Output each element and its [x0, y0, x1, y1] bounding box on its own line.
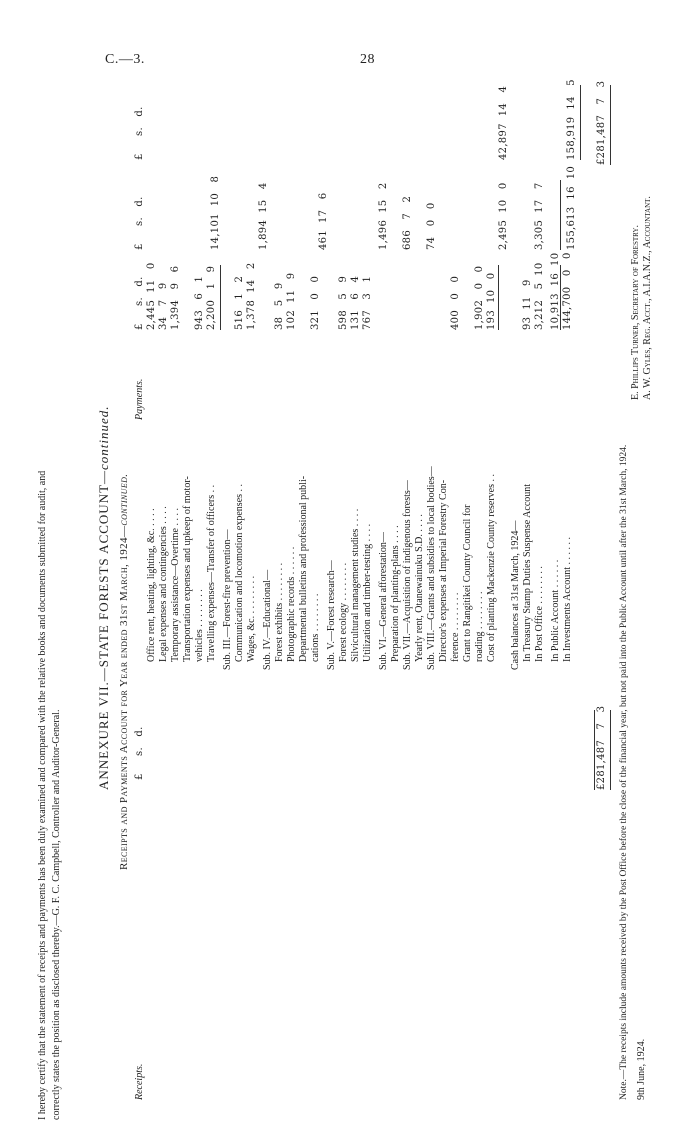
subtitle-text: Receipts and Payments Account for Year ended 31st March, 1924—: [118, 525, 130, 870]
payment-item-label: Sub. IV.—Educational—: [262, 569, 273, 670]
rule-grants: [498, 265, 499, 330]
payment-item-label: Photographic records . . . . . .: [286, 546, 297, 662]
payment-item-label: Sub. V.—Forest research—: [326, 560, 337, 670]
payment-item-amount: 943 6 1: [194, 275, 205, 330]
payment-item-amount: 2,445 11 0: [146, 262, 157, 330]
payment-item-label: In Treasury Stamp Duties Suspense Account: [522, 483, 533, 662]
payment-item-label: Temporary assistance—Overtime . . . .: [170, 508, 181, 662]
subtotal-fire: 1,894 15 4: [258, 182, 269, 250]
payment-item-label: Cost of planting Mackenzie County reserves . .: [486, 473, 497, 662]
signatory-2: A. W. Gyles, Reg. Acct., A.I.A.N.Z., Accountant.: [642, 196, 653, 400]
payment-item-amount: 1,902 0 0: [474, 265, 485, 330]
annexure-title: [98, 405, 110, 790]
rule-receipts-double: [610, 710, 611, 790]
payment-item-label: Preparation of planting-plans . . . .: [390, 525, 401, 662]
signatory-1: E. Phillips Turner, Secretary of Forestry.: [630, 225, 641, 400]
account-table-body: [90, 79, 653, 1120]
subtitle-continued: continued.: [118, 473, 130, 526]
payment-item-amount: 102 11 9: [286, 272, 297, 330]
date: 9th June, 1924.: [636, 1038, 647, 1100]
payment-item-label: Sub. VII.—Acquisition of indigenous forests—: [402, 480, 413, 670]
payment-item-amount: 38 5 9: [274, 282, 285, 330]
payment-item-label: Transportation expenses and upkeep of motor-: [182, 476, 193, 662]
subtotal-cash-post: 3,305 17 7: [534, 182, 545, 250]
payment-item-label: Cash balances at 31st March, 1924—: [510, 520, 521, 670]
payment-item-label: Sub. VI.—General afforestation—: [378, 532, 389, 670]
payment-item-label: Director's expenses at Imperial Forestry Con-: [438, 479, 449, 662]
rotated-account-table: [90, 79, 653, 1120]
payment-item-label: Legal expenses and contingencies . . . .: [158, 506, 169, 662]
rule-receipts-total: [594, 710, 595, 790]
payment-item-amount: 400 0 0: [450, 275, 461, 330]
payment-item-amount: 2,200 1 9: [206, 265, 217, 330]
payment-item-amount: 1,378 14 2: [246, 262, 257, 330]
payment-item-label: Wages, &c. . . . . . . . .: [246, 575, 257, 662]
payments-currency-col2: £ s. d.: [134, 196, 145, 250]
payments-currency-col3: £ s. d.: [134, 106, 145, 160]
payments-heading: Payments.: [134, 378, 145, 420]
payment-item-amount: 1,394 9 6: [170, 265, 181, 330]
document-reference: C.—3.: [105, 52, 145, 67]
payment-item-amount: 193 10 0: [486, 272, 497, 330]
rule-col2: [560, 180, 561, 250]
subtotal-acquisition: 74 0 0: [426, 202, 437, 250]
payment-item-label: Travelling expenses—Transfer of officers . .: [206, 484, 217, 662]
payment-item-amount: 34 7 9: [158, 282, 169, 330]
payment-item-amount: 93 11 9: [522, 279, 533, 330]
receipts-currency-header: £ s. d.: [134, 726, 145, 780]
subtotal-educational: 461 17 6: [318, 192, 329, 250]
payments-currency-col1: £ s. d.: [134, 276, 145, 330]
payment-item-label: In Public Account . . . . . .: [550, 559, 561, 662]
subtotal-research: 1,496 15 2: [378, 182, 389, 250]
payment-item-amount: 3,212 5 10: [534, 262, 545, 330]
payment-item-label: ference . . . . . . . .: [450, 592, 461, 662]
payment-item-label: Departmental bulletins and professional publi-: [298, 475, 309, 662]
payment-item-amount: 10,913 16 10: [550, 252, 561, 330]
col3-second-total: 158,919 14 5: [566, 79, 577, 160]
page-number: 28: [360, 52, 375, 67]
payment-item-label: Yearly rent, Otanewainuku S.D. . . . .: [414, 514, 425, 662]
payment-item-label: Utilization and timber-testing . . . .: [362, 523, 373, 662]
payment-item-label: Sub. III.—Forest-fire prevention—: [222, 529, 233, 670]
payment-item-label: Communication and locomotion expenses . .: [234, 483, 245, 662]
subtotal-cash-public: 155,613 16 10: [566, 165, 577, 250]
rule-cash: [560, 265, 561, 330]
title-text: ANNEXURE VII.—STATE FORESTS ACCOUNT—: [96, 469, 111, 790]
certification-block: [35, 80, 75, 1120]
subtotal-office: 14,101 10 8: [210, 175, 221, 250]
payment-item-label: Silvicultural management studies . . . .: [350, 508, 361, 662]
payment-item-label: In Investments Account . . . . . .: [562, 537, 573, 662]
payment-item-label: Sub. VIII.—Grants and subsidies to local bodies—: [426, 466, 437, 670]
account-subtitle: [118, 474, 130, 870]
payment-item-amount: 598 5 9: [338, 275, 349, 330]
rule-office: [220, 265, 221, 330]
payment-item-amount: 516 1 2: [234, 275, 245, 330]
certification-line-2: correctly states the position as disclosed thereby.—G. F. C. Campbell, Controller and Auditor-General.: [51, 709, 62, 1120]
payment-item-label: Forest ecology . . . . . . . .: [338, 562, 349, 662]
payments-total: £281,487 7 3: [596, 80, 607, 165]
receipts-heading: Receipts.: [134, 1063, 145, 1100]
payment-item-amount: 131 6 4: [350, 275, 361, 330]
payment-item-label: Grant to Rangitikei County Council for: [462, 504, 473, 662]
note: Note.—The receipts include amounts received by the Post Office before the close of the financial year, but not paid into the Public Account until after the 31st March, 1924.: [619, 444, 629, 1100]
payment-item-label: cations . . . . . . . .: [310, 593, 321, 662]
payment-item-amount: 767 3 1: [362, 275, 373, 330]
payment-item-label: roading . . . . . . . .: [474, 591, 485, 662]
title-continued: continued.: [96, 405, 111, 470]
rule-col3: [580, 85, 581, 160]
payment-item-label: vehicles . . . . . . . .: [194, 589, 205, 662]
payment-item-amount: 144,700 0 0: [562, 252, 573, 330]
col3-first-total: 42,897 14 4: [498, 85, 509, 160]
payment-item-amount: 321 0 0: [310, 275, 321, 330]
rule-payments-double: [610, 85, 611, 165]
receipts-total: £281,487 7 3: [596, 705, 607, 790]
subtotal-grants: 2,495 10 0: [498, 182, 509, 250]
payment-item-label: Forest exhibits . . . . . . . .: [274, 562, 285, 662]
payment-item-label: In Post Office . . . . . . . .: [534, 566, 545, 662]
certification-line-1: I hereby certify that the statement of receipts and payments has been duly examined and compared with the relative books and documents submitted for audit, and: [37, 470, 48, 1120]
subtotal-afforestation: 686 7 2: [402, 195, 413, 250]
payment-item-label: Office rent, heating, lighting, &c. . . . .: [146, 508, 157, 662]
